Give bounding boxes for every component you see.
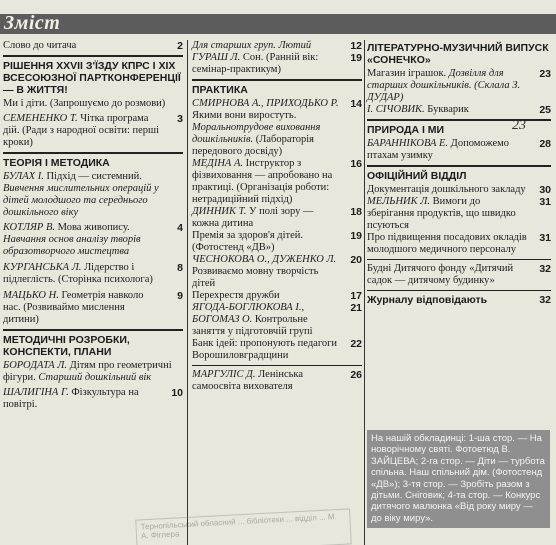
page-number: 26 (350, 369, 362, 381)
contents-column-1 (3, 40, 183, 411)
toc-entry[interactable]: Про підвищення посадових окладів молодшого медичного персоналу 31 (367, 232, 551, 255)
toc-entry[interactable]: ГУРАШ Л. Сон. (Ранній вік: семінар-практикум) 19 (192, 52, 362, 75)
column-divider-2 (364, 40, 365, 545)
entry-author: МЕДІНА А. (192, 158, 243, 169)
page-number: 8 (177, 262, 183, 274)
contents-column-3 (367, 40, 551, 306)
toc-entry[interactable]: Магазин іграшок. Дозвілля для старших дошкільників. (Склала З. ДУДАР) 23 (367, 68, 551, 103)
entry-author: ШАЛИГІНА Г. (3, 387, 69, 398)
section-heading: МЕТОДИЧНІ РОЗРОБКИ, КОНСПЕКТИ, ПЛАНИ (3, 334, 130, 358)
toc-entry[interactable]: БОРОДАТА Л. Дітям про геометричні фігури. Старший дошкільний вік (3, 360, 172, 383)
toc-entry[interactable]: МАЦЬКО Н. Геометрія навколо нас. (Розвиваймо мислення дитини) 9 (3, 290, 183, 325)
cover-description-box: На нашій обкладинці: 1-ша стор. — На новорічному святі. Фотоетюд В. ЗАЙЦЕВА; 2-га стор. — Діти — турбота спільна. Наш спільний дім. (Фотостенд «ДВ»); 3-тя стор. — Зробіть разом з дітьми. Сніговик; 4-та стор. — Конкурс дитячого малюнка «Від року миру — до віку миру». (367, 430, 550, 528)
section-heading: ТЕОРІЯ І МЕТОДИКА (3, 157, 110, 169)
toc-entry[interactable]: КОТЛЯР В. Мова живопису. Навчання основ аналізу творів образотворчого мистецтва 4 (3, 222, 183, 257)
page-number: 20 (350, 254, 362, 266)
column-divider-1 (187, 40, 188, 545)
entry-author: КОТЛЯР В. (3, 222, 55, 233)
page-number: 25 (539, 104, 551, 116)
toc-entry[interactable]: Для старших груп. Лютий 12 (192, 40, 362, 52)
toc-entry[interactable]: Будні Дитячого фонду «Дитячий садок — дитячому будинку» 32 (367, 263, 551, 286)
toc-entry[interactable]: ЧЕСНОКОВА О., ДУЖЕНКО Л. Розвиваємо мовну творчість дітей 20 (192, 254, 362, 289)
section-heading: ПРАКТИКА (192, 84, 248, 96)
entry-author: БОРОДАТА Л. (3, 360, 68, 371)
toc-entry[interactable]: І. СІЧОВИК. Букварик 25 (367, 104, 551, 116)
entry-author: І. СІЧОВИК. (367, 104, 425, 115)
toc-entry[interactable]: МАРГУЛІС Д. Ленінська самоосвіта вихователя 26 (192, 369, 362, 392)
toc-entry[interactable]: БУЛАХ І. Підхід — системний. Вивчення мислительних операцій у дітей молодшого та середнього дошкільного віку (3, 171, 159, 218)
library-stamp: Тернопільський обласний ... бібліотеки ... відділ ... М. А. Фіглера (135, 508, 352, 545)
contents-header-band (0, 14, 556, 34)
page-number: 31 (539, 232, 551, 244)
toc-entry[interactable]: Премія за здоров'я дітей. (Фотостенд «ДВ») 19 (192, 230, 362, 253)
page-number: 10 (171, 387, 183, 399)
page-number: 12 (350, 40, 362, 52)
page-number: 19 (350, 52, 362, 64)
entry-author: МЕЛЬНИК Л. (367, 196, 430, 207)
entry-author: МАРГУЛІС Д. (192, 369, 256, 380)
toc-entry[interactable]: СЕМЕНЕНКО Т. Чітка програма дій. (Ради з народної освіти: перші кроки) 3 (3, 113, 183, 148)
entry-author: ЧЕСНОКОВА О., ДУЖЕНКО Л. (192, 254, 337, 265)
toc-entry[interactable]: МЕДІНА А. Інструктор з фізвиховання — апробовано на практиці. (Організація роботи: нетрадиційний підхід) 16 (192, 158, 362, 205)
page-number: 23 (539, 68, 551, 80)
entry-author: СМИРНОВА А., ПРИХОДЬКО Р. (192, 98, 339, 109)
toc-entry[interactable]: МЕЛЬНИК Л. Вимоги до зберігання продуктів, що швидко псуються 31 (367, 196, 551, 231)
page-number: 28 (539, 138, 551, 150)
handwritten-page-mark: 23 (512, 118, 526, 133)
page-number: 17 (350, 290, 362, 302)
page-number: 19 (350, 230, 362, 242)
section-heading: РІШЕННЯ XXVII З'ЇЗДУ КПРС І XIX ВСЕСОЮЗНОЇ ПАРТКОНФЕРЕНЦІЇ — В ЖИТТЯ! (3, 60, 181, 96)
page-title: Зміст (4, 12, 61, 34)
page-number: 4 (177, 222, 183, 234)
entry-author: ЯГОДА-БОГЛЮКОВА І., БОГОМАЗ О. (192, 302, 305, 325)
section-heading: ЛІТЕРАТУРНО-МУЗИЧНИЙ ВИПУСК «СОНЕЧКО» (367, 42, 549, 66)
page-number: 2 (177, 40, 183, 52)
toc-entry[interactable]: КУРГАНСЬКА Л. Лідерство і підлеглість. (Сторінка психолога) 8 (3, 262, 183, 285)
toc-entry[interactable]: Слово до читача 2 (3, 40, 183, 52)
entry-author: ГУРАШ Л. (192, 52, 241, 63)
page-number: 9 (177, 290, 183, 302)
entry-author: БУЛАХ І. (3, 171, 44, 182)
page-number: 22 (350, 338, 362, 350)
toc-entry[interactable]: Документація дошкільного закладу 30 (367, 184, 551, 196)
page-number: 3 (177, 113, 183, 125)
toc-entry[interactable]: Перехрестя дружби 17 (192, 290, 362, 302)
section-heading: ОФІЦІЙНИЙ ВІДДІЛ (367, 170, 467, 182)
page-number: 30 (539, 184, 551, 196)
page-number: 31 (539, 196, 551, 208)
page-number: 21 (350, 302, 362, 314)
toc-entry[interactable]: Ми і діти. (Запрошуємо до розмови) (3, 98, 166, 109)
toc-entry[interactable]: ЯГОДА-БОГЛЮКОВА І., БОГОМАЗ О. Контрольне заняття у підготовчій групі 21 (192, 302, 362, 337)
toc-entry[interactable]: БАРАННІКОВА Е. Допоможемо птахам узимку 28 (367, 138, 551, 161)
page-number: 16 (350, 158, 362, 170)
toc-entry[interactable]: СМИРНОВА А., ПРИХОДЬКО Р. Якими вони виростуть. Моральнотрудове виховання дошкільників. (Лабораторія передового досвіду) 14 (192, 98, 362, 157)
section-heading: ПРИРОДА І МИ (367, 124, 445, 136)
page-number: 18 (350, 206, 362, 218)
toc-entry[interactable]: Журналу відповідають 32 (367, 294, 551, 306)
entry-author: КУРГАНСЬКА Л. (3, 262, 82, 273)
page-number: 14 (350, 98, 362, 110)
page-number: 32 (539, 294, 551, 306)
toc-entry[interactable]: Банк ідей: пропонують педагоги Ворошиловградщини 22 (192, 338, 362, 361)
entry-author: ДИННИК Т. (192, 206, 247, 217)
entry-author: МАЦЬКО Н. (3, 290, 59, 301)
toc-entry[interactable]: ДИННИК Т. У полі зору — кожна дитина 18 (192, 206, 362, 229)
toc-entry[interactable]: ШАЛИГІНА Г. Фізкультура на повітрі. 10 (3, 387, 183, 410)
contents-column-2 (192, 40, 362, 393)
entry-author: СЕМЕНЕНКО Т. (3, 113, 78, 124)
page-number: 32 (539, 263, 551, 275)
entry-author: БАРАННІКОВА Е. (367, 138, 449, 149)
